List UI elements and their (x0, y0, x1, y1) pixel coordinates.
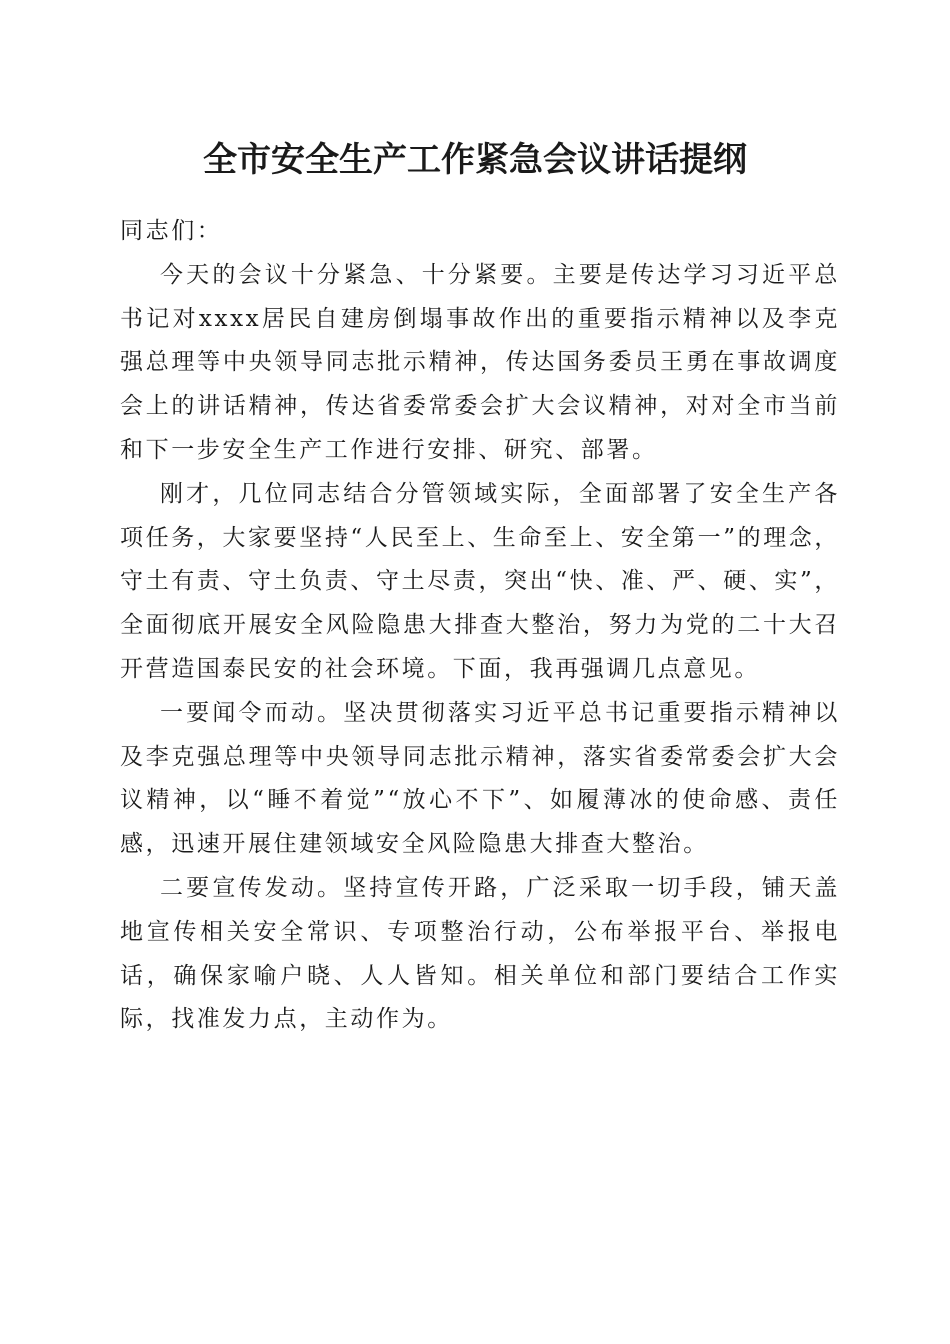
paragraph-point-two: 二要宣传发动。坚持宣传开路，广泛采取一切手段，铺天盖地宣传相关安全常识、专项整治行动，公布举报平台、举报电话，确保家喻户晓、人人皆知。相关单位和部门要结合工作实际，找准发力点，主动作为。 (120, 874, 840, 1033)
paragraph-point-one: 一要闻令而动。坚决贯彻落实习近平总书记重要指示精神以及李克强总理等中央领导同志批示精神，落实省委常委会扩大会议精神，以“睡不着觉”“放心不下”、如履薄冰的使命感、责任感，迅速开展住建领域安全风险隐患大排查大整治。 (120, 699, 840, 858)
paragraph-opening: 今天的会议十分紧急、十分紧要。主要是传达学习习近平总书记对xxxx居民自建房倒塌事故作出的重要指示精神以及李克强总理等中央领导同志批示精神，传达国务委员王勇在事故调度会上的讲话精神，传达省委常委会扩大会议精神，对对全市当前和下一步安全生产工作进行安排、研究、部署。 (120, 261, 840, 463)
salutation: 同志们： (120, 218, 223, 244)
document-body (120, 210, 840, 1042)
document-title: 全市安全生产工作紧急会议讲话提纲 (203, 140, 747, 180)
paragraph-deployment: 刚才，几位同志结合分管领域实际，全面部署了安全生产各项任务，大家要坚持“人民至上、生命至上、安全第一”的理念，守土有责、守土负责、守土尽责，突出“快、准、严、硬、实”，全面彻底开展安全风险隐患大排查大整治，努力为党的二十大召开营造国泰民安的社会环境。下面，我再强调几点意见。 (120, 480, 840, 682)
